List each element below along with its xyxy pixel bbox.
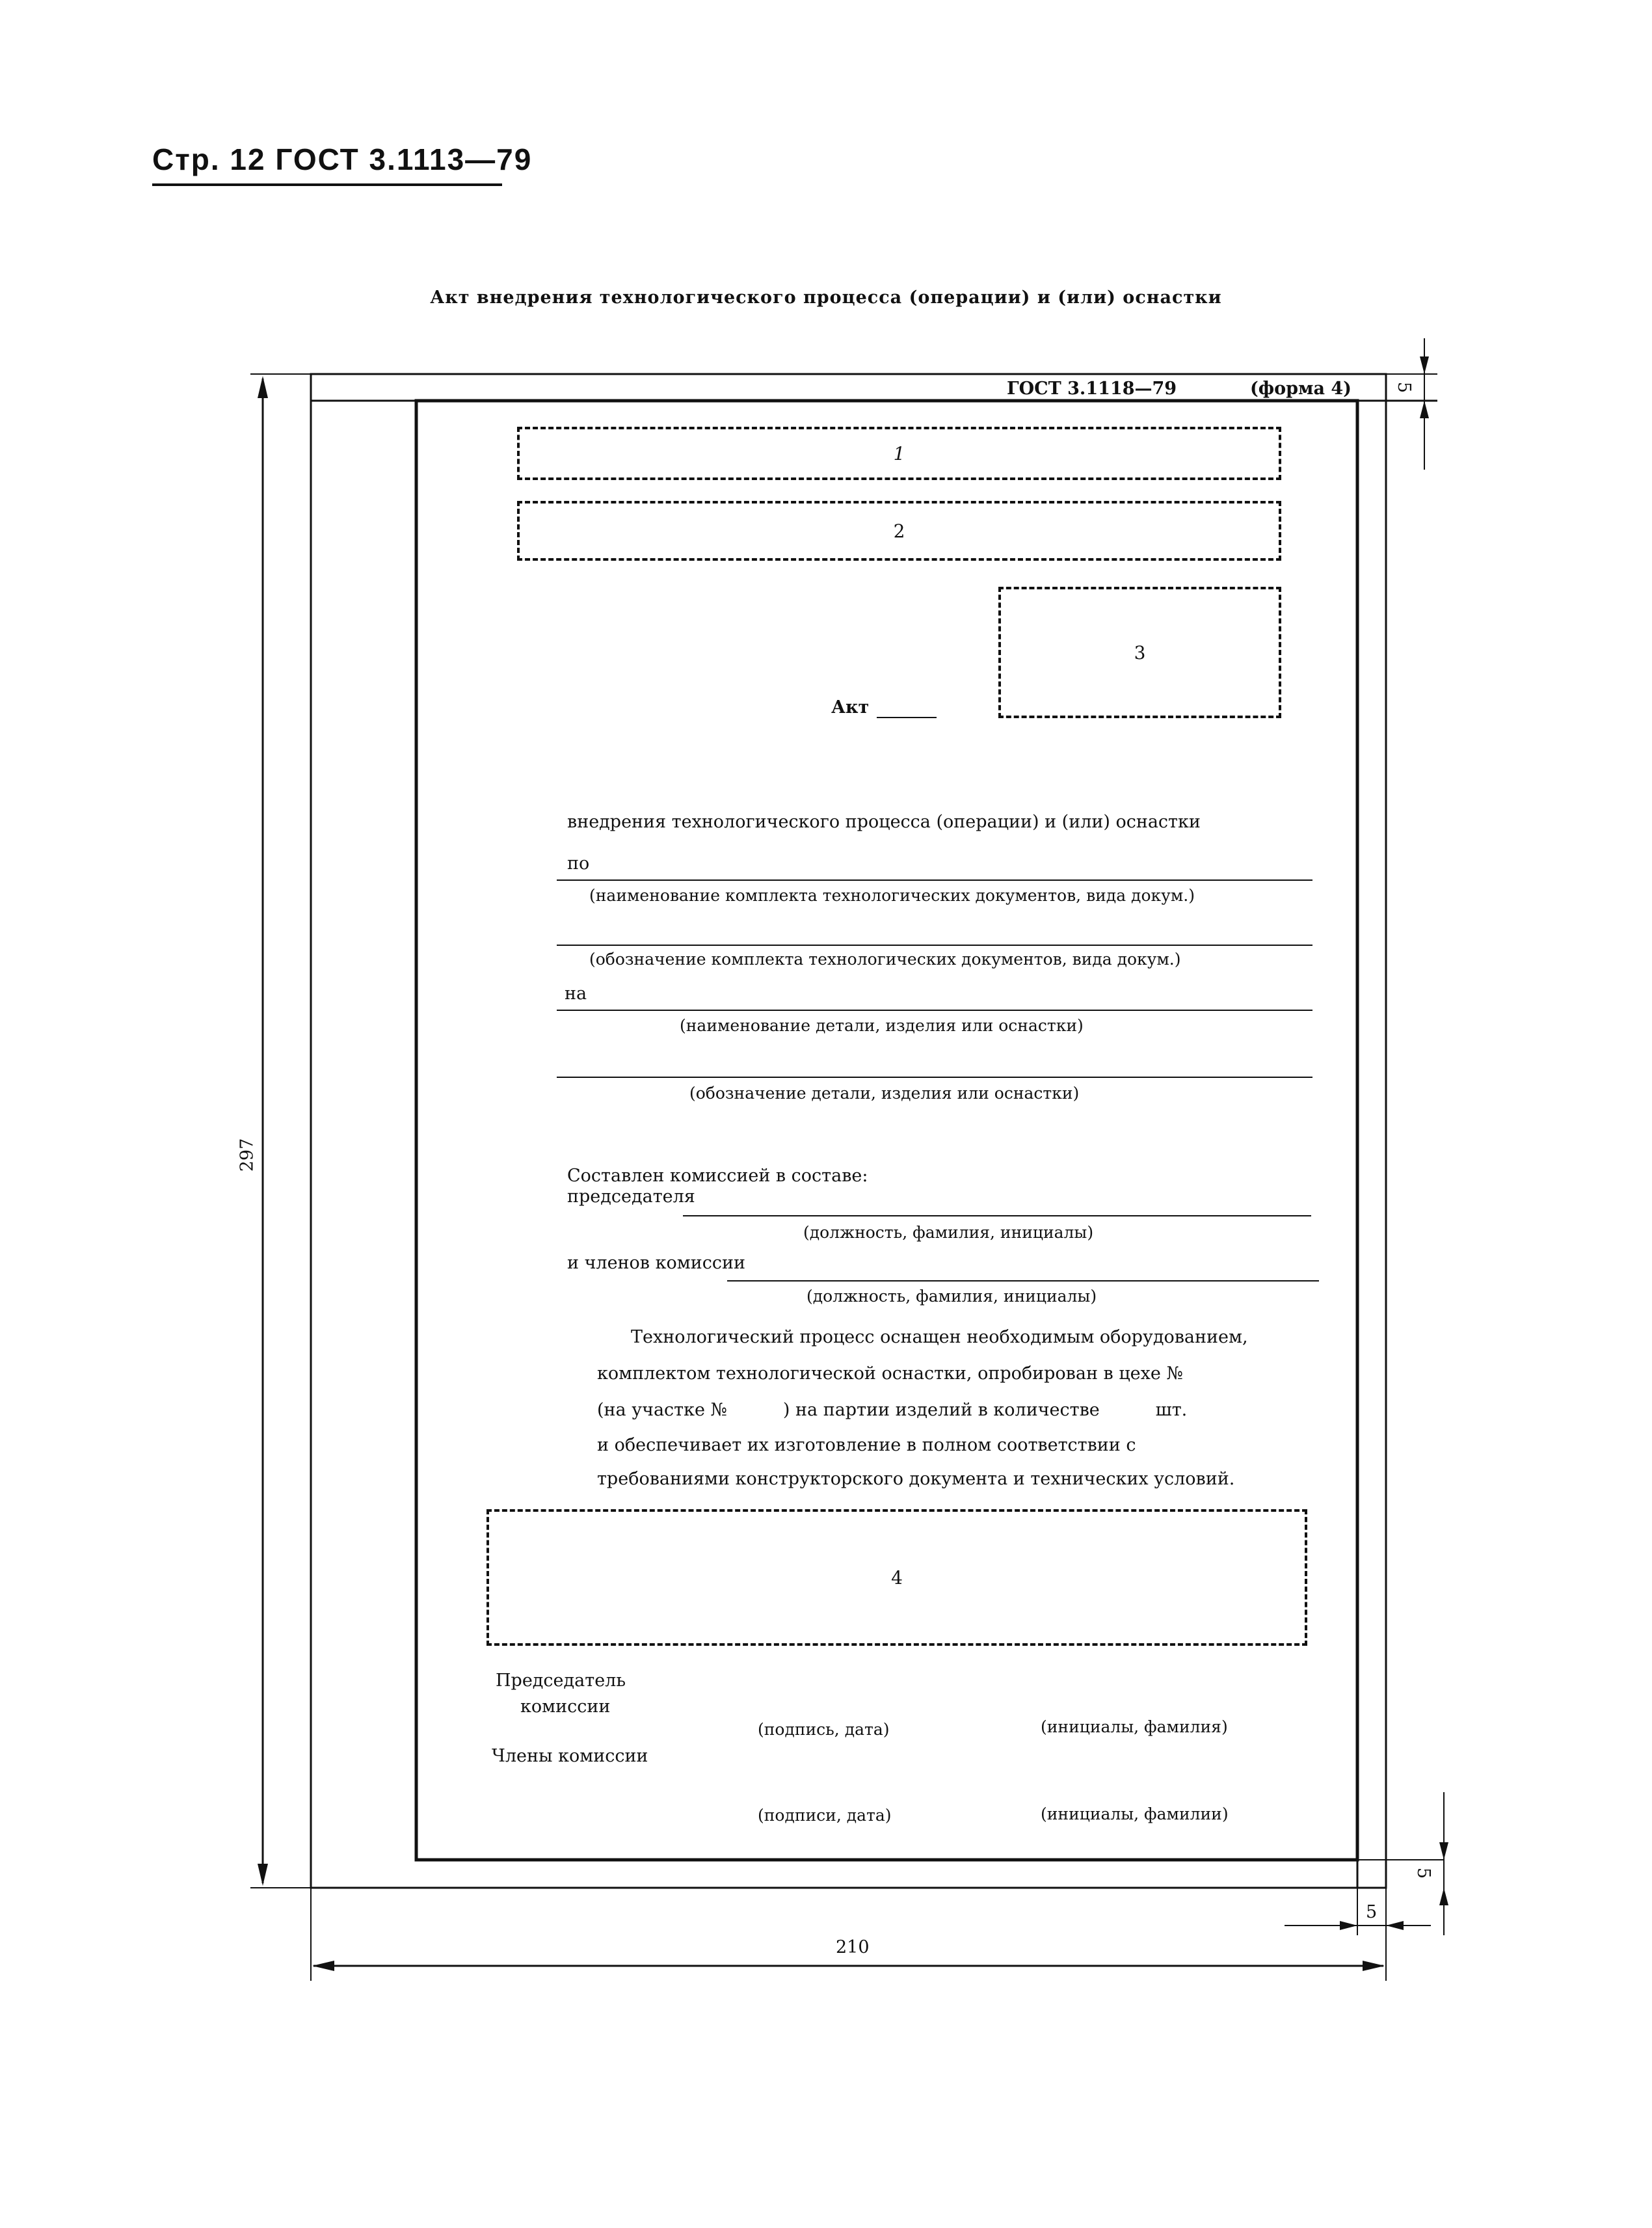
na-label: на bbox=[565, 984, 587, 1004]
form-standard: ГОСТ 3.1118—79 bbox=[1007, 379, 1177, 399]
document-title: Акт внедрения технологического процесса (операции) и (или) оснастки bbox=[430, 288, 1222, 308]
akt-label: Акт bbox=[831, 697, 870, 718]
bottom-margin-arrow-1 bbox=[1439, 1842, 1448, 1860]
field-1 bbox=[517, 427, 1281, 480]
body-line-5: требованиями конструкторского документа и технических условий. bbox=[597, 1469, 1235, 1489]
bottom-margin-arrow-2 bbox=[1439, 1888, 1448, 1905]
chairman-line bbox=[683, 1215, 1311, 1216]
field-3 bbox=[998, 587, 1281, 718]
part-designation-caption: (обозначение детали, изделия или оснастки) bbox=[689, 1084, 1080, 1103]
right-margin-arrow-1 bbox=[1340, 1921, 1357, 1930]
signs-date-caption: (подписи, дата) bbox=[758, 1806, 892, 1825]
part-name-line bbox=[557, 1010, 1312, 1011]
width-arrow-left bbox=[312, 1961, 334, 1971]
chairman-caption: (должность, фамилия, инициалы) bbox=[803, 1223, 1094, 1242]
initials-caption-2: (инициалы, фамилии) bbox=[1041, 1805, 1229, 1823]
part-designation-line bbox=[557, 1077, 1312, 1078]
chairman-label: председателя bbox=[567, 1187, 695, 1207]
form-subtitle: внедрения технологического процесса (операции) и (или) оснастки bbox=[567, 812, 1201, 832]
field-2-number: 2 bbox=[893, 520, 905, 542]
sign-date-caption: (подпись, дата) bbox=[758, 1720, 890, 1739]
right-margin-arrow-2 bbox=[1386, 1921, 1404, 1930]
kit-name-caption: (наименование комплекта технологических документов, вида докум.) bbox=[589, 886, 1195, 905]
akt-number-line bbox=[877, 717, 937, 718]
initials-caption-1: (инициалы, фамилия) bbox=[1041, 1717, 1228, 1736]
right-margin-label: 5 bbox=[1366, 1902, 1378, 1922]
kit-name-line bbox=[557, 879, 1312, 881]
width-dimension-label: 210 bbox=[836, 1937, 870, 1957]
chairman-sign-label-1: Председатель bbox=[496, 1671, 626, 1691]
width-arrow-right bbox=[1363, 1961, 1385, 1971]
top-margin-arrow-1 bbox=[1420, 356, 1429, 374]
members-sign-label: Члены комиссии bbox=[492, 1746, 648, 1766]
field-4-number: 4 bbox=[891, 1566, 903, 1589]
body-line-2: комплектом технологической оснастки, опробирован в цехе № bbox=[597, 1363, 1183, 1384]
kit-designation-caption: (обозначение комплекта технологических документов, вида докум.) bbox=[589, 950, 1181, 969]
body-line-3: (на участке № ) на партии изделий в количестве шт. bbox=[597, 1400, 1188, 1420]
form-number-label: (форма 4) bbox=[1250, 379, 1352, 399]
page-header: Стр. 12 ГОСТ 3.1113—79 bbox=[152, 142, 533, 176]
chairman-sign-label-2: комиссии bbox=[520, 1697, 611, 1717]
po-label: по bbox=[567, 853, 590, 874]
height-arrow-bottom bbox=[258, 1864, 268, 1886]
top-margin-arrow-2 bbox=[1420, 401, 1429, 418]
field-2 bbox=[517, 501, 1281, 561]
members-caption: (должность, фамилия, инициалы) bbox=[806, 1287, 1097, 1306]
bottom-margin-label: 5 bbox=[1413, 1867, 1434, 1879]
field-1-number: 1 bbox=[893, 442, 905, 464]
kit-designation-line bbox=[557, 945, 1312, 946]
body-line-4: и обеспечивает их изготовление в полном соответствии с bbox=[597, 1435, 1136, 1455]
field-3-number: 3 bbox=[1134, 641, 1146, 664]
members-line bbox=[727, 1280, 1319, 1282]
members-label: и членов комиссии bbox=[567, 1253, 745, 1273]
height-dimension-label: 297 bbox=[237, 1138, 258, 1172]
top-margin-label: 5 bbox=[1394, 381, 1415, 394]
body-line-1: Технологический процесс оснащен необходимым оборудованием, bbox=[631, 1327, 1248, 1347]
height-arrow-top bbox=[258, 376, 268, 398]
part-name-caption: (наименование детали, изделия или оснастки) bbox=[680, 1016, 1084, 1035]
commission-text: Составлен комиссией в составе: bbox=[567, 1166, 868, 1186]
field-4 bbox=[486, 1509, 1307, 1646]
